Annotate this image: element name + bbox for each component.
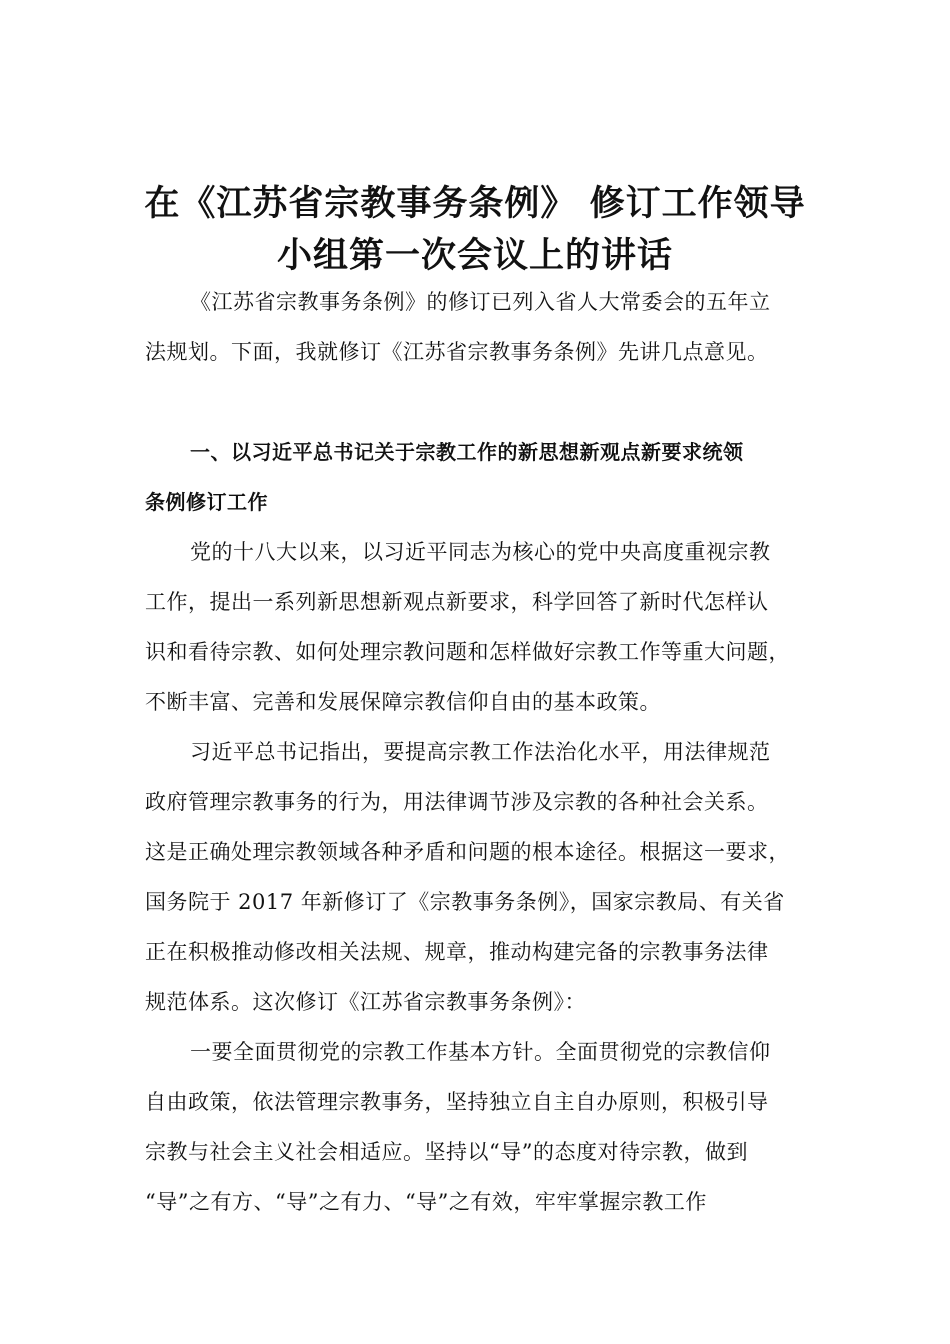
paragraph-1-line-4: 不断丰富、完善和发展保障宗教信仰自由的基本政策。	[145, 690, 661, 714]
paragraph-1-line-3: 识和看待宗教、如何处理宗教问题和怎样做好宗教工作等重大问题，	[145, 640, 790, 664]
document-title-line-2: 小组第一次会议上的讲话	[276, 236, 673, 276]
paragraph-2-line-5: 正在积极推动修改相关法规、规章，推动构建完备的宗教事务法律	[145, 940, 769, 964]
paragraph-3-line-2: 自由政策，依法管理宗教事务，坚持独立自主自办原则，积极引导	[145, 1090, 769, 1114]
section-heading-line-1: 一、以习近平总书记关于宗教工作的新思想新观点新要求统领	[190, 440, 744, 464]
paragraph-3-line-4: “导”之有方、“导”之有力、“导”之有效，牢牢掌握宗教工作	[145, 1190, 707, 1214]
paragraph-1-line-2: 工作，提出一系列新思想新观点新要求，科学回答了新时代怎样认	[145, 590, 769, 614]
paragraph-1-line-1: 党的十八大以来，以习近平同志为核心的党中央高度重视宗教	[190, 540, 771, 564]
section-heading-line-2: 条例修订工作	[145, 490, 268, 514]
intro-line-2: 法规划。下面，我就修订《江苏省宗教事务条例》先讲几点意见。	[145, 340, 769, 364]
paragraph-2-line-1: 习近平总书记指出，要提高宗教工作法治化水平，用法律规范	[190, 740, 771, 764]
paragraph-2-line-4: 国务院于 2017 年新修订了《宗教事务条例》，国家宗教局、有关省	[145, 890, 785, 914]
paragraph-2-line-6: 规范体系。这次修订《江苏省宗教事务条例》：	[145, 990, 586, 1014]
paragraph-2-line-3: 这是正确处理宗教领域各种矛盾和问题的根本途径。根据这一要求，	[145, 840, 790, 864]
paragraph-3-line-3: 宗教与社会主义社会相适应。坚持以“导”的态度对待宗教，做到	[145, 1140, 748, 1164]
document-title-line-1: 在《江苏省宗教事务条例》 修订工作领导	[144, 184, 806, 224]
paragraph-3-line-1: 一要全面贯彻党的宗教工作基本方针。全面贯彻党的宗教信仰	[190, 1040, 771, 1064]
paragraph-2-line-2: 政府管理宗教事务的行为，用法律调节涉及宗教的各种社会关系。	[145, 790, 769, 814]
intro-line-1: 《江苏省宗教事务条例》的修订已列入省人大常委会的五年立	[190, 290, 771, 314]
